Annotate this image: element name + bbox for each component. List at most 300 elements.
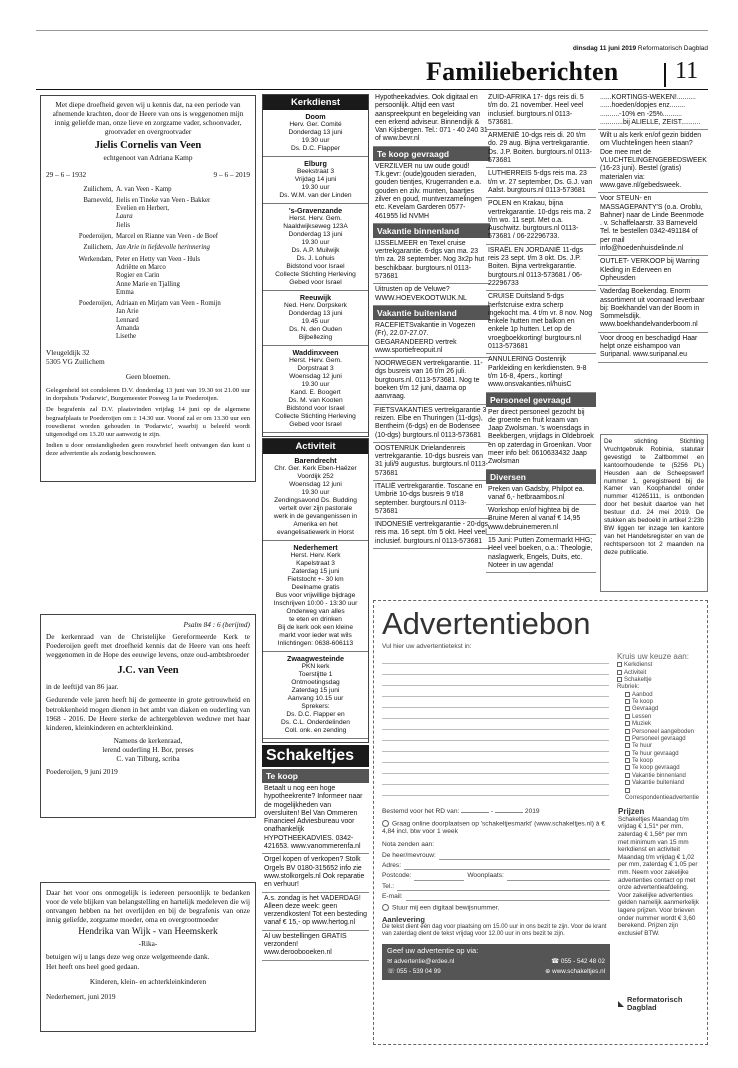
service-line: 19.30 uur xyxy=(301,184,330,191)
invoice-field-row[interactable] xyxy=(382,862,610,870)
choice-label: Schakeltje xyxy=(623,677,652,684)
service-line: Donderdag 13 juni xyxy=(288,310,343,317)
service-line: Herst. Herv. Gem. xyxy=(289,215,342,222)
gevraagd-header: Te koop gevraagd xyxy=(373,147,490,161)
family-place: Barneveld, xyxy=(83,196,113,204)
masthead-rule xyxy=(36,89,708,90)
deceased-name-3: Hendrika van Wijk - van Heemskerk xyxy=(78,927,218,938)
signature-line-2: lerend ouderling H. Bor, preses xyxy=(102,744,194,754)
service-line: Herst. Herv. Kerk xyxy=(290,552,341,559)
service-text: Gedurende vele jaren heeft hij de gemeente in grote getrouwheid en betrokkenheid mogen dienen in het ambt van diaken en ouderling van 1968 - 2016. De Heere sterke de achtergebleven weduwe met haar kinderen, kleinkinderen en achterkleinkind. xyxy=(46,695,250,732)
service-line: Zaterdag 15 juni xyxy=(291,687,340,694)
choice-option[interactable] xyxy=(617,736,699,743)
choice-label: Personeel aangeboden xyxy=(631,728,694,735)
classified-ad: POLEN en Krakau, bijna vertrekgarantie. 10-dgs reis ma. 2 t/m wo. 11 sept. Met o.a. Auschwitz. burgtours.nl 0113-573681 / 06-22296733. xyxy=(486,198,596,244)
family-place: Zuilichem, xyxy=(83,185,113,193)
invoice-field-input[interactable] xyxy=(406,893,610,901)
te-koop-list xyxy=(262,783,369,961)
family-name: Peter en Hetty van Veen - Huls xyxy=(116,255,201,263)
publication-date-row[interactable]: Bestemd voor het RD van: - 2019 xyxy=(382,808,540,816)
text-line[interactable] xyxy=(382,686,609,697)
choice-label: Vakantie buitenland xyxy=(631,780,685,787)
activiteit-list xyxy=(263,454,368,739)
service-line: Chr. Ger. Kerk Eben-Haëzer xyxy=(274,465,357,472)
service-line: vertelt over zijn pastorale xyxy=(278,505,353,512)
service-line: Kapelstraat 3 xyxy=(296,560,335,567)
family-name: Jielis en Tineke van Veen - Bakker xyxy=(116,196,211,204)
condolence-paragraph: Gelegenheid tot condoleren D.V. donderdag 13 juni van 19.30 tot 21.00 uur in dorpshuis 'Podarwic', Burgemeester Posweg 1a te Poederoijen. xyxy=(46,386,250,403)
choice-label: Te huur gevraagd xyxy=(631,750,679,757)
text-line[interactable] xyxy=(382,653,609,664)
invoice-field-label: Tel.: xyxy=(382,882,395,890)
family-row xyxy=(46,300,250,341)
thanks-place-date: Nederhemert, juni 2019 xyxy=(46,991,116,1001)
invoice-field-label: E-mail: xyxy=(382,892,403,900)
bon-body xyxy=(382,653,699,802)
aanlevering-header: Aanlevering xyxy=(382,914,425,924)
year-label: 2019 xyxy=(524,808,540,816)
choice-checkbox[interactable] xyxy=(625,692,630,697)
service-line: Ds. W.M. van der Linden xyxy=(279,192,352,199)
choice-checkbox[interactable] xyxy=(625,765,630,770)
service-line: Toerstijtte 1 xyxy=(298,671,333,678)
invoice-field-input[interactable] xyxy=(439,852,610,860)
buitenland-header: Vakantie buitenland xyxy=(373,306,490,320)
diversen-header: Diversen xyxy=(486,470,596,484)
family-names xyxy=(116,244,250,252)
invoice-field-input[interactable] xyxy=(404,862,610,870)
service-line: PKN kerk xyxy=(301,663,330,670)
text-lines[interactable] xyxy=(382,653,609,802)
advertentiebon-form xyxy=(373,600,708,1045)
text-line[interactable] xyxy=(382,752,609,763)
family-name: Evelien en Herbert, xyxy=(116,205,170,213)
text-line-area[interactable] xyxy=(382,653,609,796)
service-line: werk in de gevangenissen in xyxy=(273,513,358,520)
choice-list xyxy=(617,662,699,802)
contact-row-1 xyxy=(387,958,605,966)
service-line: Donderdag 13 juni xyxy=(288,129,343,136)
phone-text-2: 055 - 539 04 99 xyxy=(396,968,441,976)
personeel-header: Personeel gevraagd xyxy=(486,393,596,407)
service-line: Ds. A.P. Muilwijk xyxy=(291,247,340,254)
phone-icon: ☎ xyxy=(551,957,560,965)
dateline xyxy=(573,45,708,52)
text-line[interactable] xyxy=(382,675,609,686)
choice-label: Gevraagd xyxy=(631,706,659,713)
family-name: Adriaan en Mirjam van Veen - Romijn xyxy=(116,300,221,308)
service-line: Ds. D.C. Flapper xyxy=(290,145,341,152)
text-line[interactable] xyxy=(382,774,609,785)
service-line: Herv. Ger. Comité xyxy=(289,121,342,128)
choice-checkbox[interactable] xyxy=(625,758,630,763)
choice-checkbox[interactable] xyxy=(625,706,630,711)
invoice-field-row[interactable] xyxy=(382,883,610,891)
service-line: Inlichtingen: 0638-606113 xyxy=(277,640,354,647)
hypotheek-ad: Hypotheekadvies. Ook digitaal en persoonlijk. Altijd een vast aanspreekpunt en begeleiding van een erkend adviseur. Binnendijk & Van Kijsbergen. Tel.: 071 - 40 240 31 of www.bevr.nl xyxy=(373,92,490,147)
classified-ad: ISRAËL EN JORDANIË 11-dgs reis 23 sept. t/m 3 okt. Ds. J.P. Boiten. Bijna vertrekgarantie. burgtours.nl 0113-573681 / 06-22296733 xyxy=(486,245,596,291)
text-line[interactable] xyxy=(382,741,609,752)
kerkdienst-panel xyxy=(262,94,369,437)
city-label: Woonplaats: xyxy=(467,872,504,880)
signature xyxy=(46,736,250,763)
family-name: Jan Arie xyxy=(116,308,139,316)
invoice-field-label: De heer/mevrouw: xyxy=(382,851,436,859)
death-date: 9 – 6 – 2019 xyxy=(213,170,250,180)
choice-checkbox[interactable] xyxy=(625,751,630,756)
choice-option[interactable] xyxy=(617,758,699,765)
family-name: Adriëtte en Marco xyxy=(116,263,166,271)
choice-checkbox[interactable] xyxy=(617,677,622,682)
age-line: in de leeftijd van 86 jaar. xyxy=(46,682,119,692)
email-text: advertentie@erdee.nl xyxy=(394,957,455,965)
text-line[interactable] xyxy=(382,730,609,741)
service-line: 19.30 uur xyxy=(301,489,330,496)
globe-icon: ⊕ xyxy=(545,968,551,976)
choice-option[interactable] xyxy=(617,706,699,713)
choice-label: Te koop xyxy=(631,758,653,765)
classified-ad: Voor droog en beschadigd Haar helpt onze eishampoo van Suripanal. www.suripanal.eu xyxy=(598,333,708,363)
choice-option[interactable] xyxy=(617,714,699,721)
web-text: www.schakeltjes.nl xyxy=(552,968,605,976)
text-line[interactable] xyxy=(382,785,609,796)
family-name: Amanda xyxy=(116,325,140,333)
service-line: 19.45 uur xyxy=(301,318,330,325)
invoice-field-row[interactable] xyxy=(382,893,610,901)
address xyxy=(46,348,250,366)
invoice-field-input[interactable] xyxy=(397,883,610,891)
service-line: Beekstraat 3 xyxy=(296,168,335,175)
order-details xyxy=(382,808,610,979)
contact-web[interactable] xyxy=(545,968,605,976)
proof-option-label: Stuur mij een digitaal bewijsnummer. xyxy=(392,904,500,912)
family-name: Lisethe xyxy=(116,333,137,341)
rd-logo-icon xyxy=(618,1001,624,1007)
deceased-name-2: J.C. van Veen xyxy=(117,665,179,677)
service-line: 19.30 uur xyxy=(301,137,330,144)
postcode-row[interactable] xyxy=(382,872,610,880)
choice-option[interactable] xyxy=(617,721,699,728)
choice-label: Te koop xyxy=(631,699,653,706)
thanks-intro: Daar het voor ons onmogelijk is iedereen persoonlijk te bedanken voor de vele blijken van belangstelling en hartelijk medeleven die wij ontvangen hebben na het overlijden en bij de begrafenis van onze innig geliefde, zorgzame moeder, oma en overgrootmoeder xyxy=(46,888,250,925)
address-line-1: Vleugeldijk 32 xyxy=(46,347,90,357)
city-input[interactable] xyxy=(507,872,610,880)
choice-option[interactable] xyxy=(617,677,699,684)
classified-ad: Preken van Gadsby, Philpot ea. vanaf 6,- hetbraambos.nl xyxy=(486,484,596,506)
service-line: Bidstond voor Israel xyxy=(286,263,345,270)
classified-ad: Voor STEUN- en MASSAGEPANTY'S (o.a. Oroblu, Bahner) naar de Linde Beenmode . v. Schaffelaarstr. 33 Barneveld Tel. te bestellen 0342-491184 of per mail info@hoedenhuisdelinde.nl xyxy=(598,193,708,256)
choice-label: Aanbod xyxy=(631,691,653,698)
choice-option[interactable] xyxy=(617,751,699,758)
service-line: te eten en drinken xyxy=(289,616,342,623)
family-place: Zuilichem, xyxy=(83,244,113,252)
choice-label: Vakantie binnenland xyxy=(631,772,686,779)
kerkdienst-header: Kerkdienst xyxy=(263,95,368,110)
classified-ad: 15 Juni: Putten Zomermarkt HHG; Heel veel boeken, o.a.: Theologie, naslagwerk, Engels, Duits, etc. Noteer in uw agenda! xyxy=(486,535,596,573)
prijzen-text: Schakeltjes Maandag t/m vrijdag € 1,51* per mm, zaterdag € 1,56* per mm met minimum van 15 mm kerkdienst en activiteit Maandag t/m vrijdag € 1,02 per mm, zaterdag € 1,05 per mm. Neem voor zakelijke advertenties contact op met onze advertentieafdeling. Voor zakelijke advertenties gelden namelijk aanmerkelijk lagere prijzen. Voor brieven onder nummer wordt € 3,60 berekend. Prijzen zijn exclusief BTW. xyxy=(618,815,699,937)
text-line[interactable] xyxy=(382,763,609,774)
classified-ad: Per direct personeel gezocht bij de groente en fruit kraam van Jaap Zwolsman. 's woensdags in Beekbergen, vrijdags in Oldebroek en op zaterdag in Groenkan. Voor meer info bel: 0610633432 Jaap Zwolsman xyxy=(486,407,596,470)
service-line: Vrijdag 14 juni xyxy=(294,176,337,183)
day-field[interactable] xyxy=(461,812,489,813)
choice-label: Correspondentieadvertentie xyxy=(624,794,699,801)
publication-date-label: Bestemd voor het RD van: xyxy=(382,808,460,816)
choice-checkbox[interactable] xyxy=(617,670,622,675)
choice-option[interactable] xyxy=(617,780,699,787)
signature-line-3: C. van Tilburg, scriba xyxy=(116,754,180,764)
invoice-header: Nota zenden aan: xyxy=(382,841,435,849)
contact-phone-1[interactable] xyxy=(551,958,605,966)
family-name: Lennard xyxy=(116,316,139,324)
choice-checkbox[interactable] xyxy=(625,743,630,748)
spouse-line: echtgenoot van Adriana Kamp xyxy=(103,153,193,163)
gevraagd-list xyxy=(373,161,490,224)
text-line[interactable] xyxy=(382,697,609,708)
classified-ad: Orgel kopen of verkopen? Stolk Orgels BV 0180-315652 info zie www.stolkorgels.nl Ook reparatie en verhuur! xyxy=(262,854,369,892)
service-place: Zwaagwesteinde xyxy=(286,654,345,663)
family-name: Anne Marie en Tjalling xyxy=(116,280,180,288)
family-name: A. van Veen - Kamp xyxy=(116,185,172,193)
family-place: Poederoijen, xyxy=(78,233,113,241)
service-line: Ds. M. van Kooten xyxy=(288,397,343,404)
service-line: Ontmoetingsdag xyxy=(291,679,340,686)
service-line: Gebed voor Israel xyxy=(289,279,342,286)
classified-ad: OUTLET- VERKOOP bij Warring Kleding in Ederveen en Opheusden xyxy=(598,256,708,286)
service-line: Sprekers: xyxy=(301,703,330,710)
online-option[interactable] xyxy=(382,820,610,837)
choice-label: Lessen xyxy=(631,713,652,720)
service-place: Elburg xyxy=(304,159,327,168)
address-line-2: 5305 VG Zuilichem xyxy=(46,356,105,366)
choice-checkbox[interactable] xyxy=(625,721,630,726)
classified-ad: LUTHERREIS 5-dgs reis ma. 23 t/m vr. 27 september, Ds. G.J. van Aalst. burgtours.nl 0113-573681 xyxy=(486,168,596,198)
choice-box xyxy=(609,653,699,802)
psalm-reference: Psalm 84 : 6 (berijmd) xyxy=(183,620,250,629)
fill-instruction: Vul hier uw advertentietekst in: xyxy=(382,643,472,650)
service-place: Waddinxveen xyxy=(292,348,339,357)
choice-option[interactable] xyxy=(617,670,699,677)
flowers-note: Geen bloemen. xyxy=(125,371,171,381)
choice-checkbox[interactable] xyxy=(625,714,630,719)
contact-panel xyxy=(382,944,610,980)
nickname: -Rika- xyxy=(138,939,158,949)
choice-option[interactable] xyxy=(617,765,699,772)
bon-title: Advertentiebon xyxy=(382,606,591,641)
aanlevering-text: De tekst dient één dag voor plaatsing om 15.00 uur in ons bezit te zijn. Voor de krant van zaterdag dient de tekst vrijdag voor 12.00 uur in ons bezit te zijn. xyxy=(382,924,607,938)
family-names xyxy=(116,197,250,230)
choice-checkbox[interactable] xyxy=(625,780,630,785)
schakeltjes-column-3 xyxy=(486,92,596,592)
choice-checkbox[interactable] xyxy=(617,662,622,667)
stichting-notice: De stichting Stichting Vruchtgebruik Robinia, statutair gevestigd te Zaltbommel en kantoorhoudende te (5256 PL) Heusden aan de Scheepswerf nummer 1, geregistreerd bij de Kamer van Koophandel onder nummer 41265111, is ontbonden door het besluit daartoe van het bestuur d.d. 24 mei 2019. De stukken als bedoeld in artikel 2:23b BW liggen ter inzage ten kantore van het Handelsregister en van de rechtspersoon tot 2 maanden na deze publicatie. xyxy=(600,434,708,592)
service-line: Woensdag 12 juni xyxy=(289,481,342,488)
online-option-label: Graag online doorplaatsen op 'schakeltjesmarkt' (www.schakeltjes.nl) à € 4,84 incl. btw voor 1 week xyxy=(382,819,605,836)
contact-email[interactable] xyxy=(387,958,454,966)
kerkenraad-intro: De kerkenraad van de Christelijke Gereformeerde Kerk te Poederoijen geeft met droefheid kennis dat de Heere van ons heeft weggenomen in de Hope des eeuwige levens, onze oud-ambtsbroeder xyxy=(46,632,250,660)
family-place: Werkendam, xyxy=(78,255,113,263)
service-line: Collecte Stichting Herleving xyxy=(275,271,356,278)
funeral-paragraph: De begrafenis zal D.V. plaatsvinden vrijdag 14 juni op de algemene begraafplaats te Poederoijen om ± 14.30 uur. Vooraf zal er om 13.30 uur een rouwdienst worden gehouden in 'Podarwic', waarbij u beleefd wordt uitgenodigd om 13.20 uur aanwezig te zijn. xyxy=(46,406,250,438)
service-line: Bus voor vrijwillige bijdrage xyxy=(275,592,356,599)
prijzen-header: Prijzen xyxy=(618,807,645,817)
choice-label: Muziek xyxy=(631,721,651,728)
proof-option[interactable] xyxy=(382,904,610,913)
invoice-fields xyxy=(382,852,610,901)
classified-ad: NOORWEGEN vertrekgarantie. 11-dgs busreis van 16 t/m 26 juli. burgtours.nl. 0113-573681. Nog te boeken t/m 12 juni, daarna op aanvraag. xyxy=(373,358,490,404)
bon-lower xyxy=(382,807,699,1012)
service-place: Doom xyxy=(305,112,326,121)
notice-paragraph: Indien u door omstandigheden geen rouwbrief heeft ontvangen dan kunt u deze advertentie als zodanig beschouwen. xyxy=(46,442,250,458)
classified-ad: A.s. zondag is het VADERDAG! Alleen deze week: geen verzendkosten! Tot een besteding vanaf € 15,- op www.hertog.nl xyxy=(262,893,369,931)
choice-checkbox[interactable] xyxy=(625,736,630,741)
service-line: Kand. E. Boogert xyxy=(290,389,341,396)
schakeltjes-column-4 xyxy=(598,92,708,432)
family-name: Jielis xyxy=(116,221,130,229)
service-line: Ds. D.C. Flapper en xyxy=(286,711,345,718)
family-name: Rogier en Carin xyxy=(116,272,160,280)
classified-ad: RACEFIETSvakantie in Vogezen (Fr), 22.07-27.07. GEGARANDEERD vertrek www.sportiefreopuit.nl xyxy=(373,320,490,358)
family-name: Laura xyxy=(116,213,133,221)
activiteit-panel xyxy=(262,438,369,743)
online-radio[interactable] xyxy=(382,820,389,827)
classified-ad: ARMENIË 10-dgs reis di. 20 t/m do. 29 aug. Bijna vertrekgarantie. Ds. J.P. Boiten. burgtours.nl 0113-573681 xyxy=(486,130,596,168)
choice-option[interactable] xyxy=(617,743,699,750)
choice-checkbox[interactable] xyxy=(625,729,630,734)
fax-icon: ☏ xyxy=(387,968,395,976)
buitenland-list xyxy=(373,320,490,549)
service-place: Barendrecht xyxy=(294,456,337,465)
service-line: Onderweg van alles xyxy=(286,608,345,615)
masthead-divider xyxy=(664,63,666,87)
service-block xyxy=(263,110,368,157)
family-name: Marcel en Rianne van Veen - de Boef xyxy=(116,233,218,241)
classified-ad: Betaalt u nog een hoge hypotheekrente? Informeer naar de mogelijkheden van oversluiten! Bel Van Ommeren Financieel Adviesbureau voor onafhankelijk HYPOTHEEKADVIES. 0342-421653. www.vanommerenfa.nl xyxy=(262,783,369,854)
classified-ad: Al uw bestellingen GRATIS verzonden! www.deroobooeken.nl xyxy=(262,931,369,961)
text-line[interactable] xyxy=(382,719,609,730)
classified-ad: Wilt u als kerk en/of gezin bidden om Vluchtelingen heen staan? Doe mee met de VLUCHTELINGENGEBEDSWEEK (16-23 juni). Bestel (gratis) materialen via: www.gave.nl/gebedsweek. xyxy=(598,130,708,193)
choice-label: Personeel gevraagd xyxy=(631,736,686,743)
family-row xyxy=(46,186,250,194)
service-line: Zendingsavond Ds. Budding xyxy=(274,497,357,504)
classified-ad: OOSTENRIJK Drielandenreis vertrekgarantie. 10-dgs busreis van 31 juli/9 augustus. burgtours.nl 0113-573681 xyxy=(373,443,490,481)
classified-ad: CRUISE Duitsland 5-dgs herfstcruise extra scherp ingekocht ma. 4 t/m vr. 8 nov. Nog enkele hutten met balkon en enkele 1p hutten. Let op de vroegboekkorting! burgtours.nl 0113-573681 xyxy=(486,291,596,354)
choice-option[interactable] xyxy=(617,699,699,706)
classified-ad: Vaderdag Boekendag. Enorm assortiment uit voorraad leverbaar bij: Boekhandel van der Boom in Sommelsdijk. www.boekhandelvanderboom.nl xyxy=(598,286,708,332)
choice-option[interactable] xyxy=(617,692,699,699)
reis-list xyxy=(486,92,596,393)
signature-line-1: Namens de kerkenraad, xyxy=(113,735,183,745)
choice-label: Te koop gevraagd xyxy=(631,765,680,772)
family-list xyxy=(46,186,250,342)
activiteit-header: Activiteit xyxy=(263,439,368,454)
te-koop-header: Te koop xyxy=(262,769,369,783)
family-names xyxy=(116,300,250,341)
top-rule xyxy=(36,30,708,31)
birth-date: 29 – 6 – 1932 xyxy=(46,170,87,180)
family-row xyxy=(46,233,250,241)
service-block xyxy=(263,454,368,541)
service-line: Herst. Herv. Gem. xyxy=(289,357,342,364)
service-line: markt voor ieder wat wils xyxy=(279,632,352,639)
service-line: Fietstocht +- 30 km xyxy=(287,576,344,583)
classified-ad: FIETSVAKANTIES vertrekgarantie 3 reizen. Elbe en Thuringen (11-dgs), Bentheim (6-dgs) en de Bodensee (10-dgs) burgtours.nl 0113-573681 xyxy=(373,405,490,443)
service-line: Bidstond voor Israel xyxy=(286,405,345,412)
binnenland-header: Vakantie binnenland xyxy=(373,224,490,238)
service-line: Ds. C.L. Onderdelinden xyxy=(281,719,350,726)
invoice-field-row[interactable] xyxy=(382,852,610,860)
masthead xyxy=(420,57,710,91)
text-line[interactable] xyxy=(382,664,609,675)
service-block xyxy=(263,157,368,204)
choice-checkbox[interactable] xyxy=(625,699,630,704)
postcode-input[interactable] xyxy=(414,872,464,880)
contact-row-2 xyxy=(387,968,605,976)
contact-phone-2[interactable] xyxy=(387,968,441,976)
proof-radio[interactable] xyxy=(382,904,389,911)
service-line: Zaterdag 15 juni xyxy=(291,568,340,575)
classified-ad: ANNULERING Oostenrijk Parkleiding en kerkdiensten. 9-8 t/m 16-8, 4pers., korting! www.onsvakanties.nl/huisC xyxy=(486,354,596,392)
service-block xyxy=(263,652,368,739)
schakeltjes-header: Schakeltjes xyxy=(262,745,369,767)
classified-ad: VERZILVER nu uw oude goud! T.k.gevr: (oude)gouden sieraden, gouden tientjes, Krugerranden e.a. gouden en zilv. munten, baartjes zilver en goud, muntverzamelingen etc. Kevelam Garderen 0577-461955 lid NVMH xyxy=(373,161,490,224)
rd-logo-text: Reformatorisch Dagblad xyxy=(627,995,683,1012)
service-line: Donderdag 13 juni xyxy=(288,231,343,238)
service-line: 19.30 uur xyxy=(301,239,330,246)
family-row xyxy=(46,256,250,297)
service-line: Dorpstraat 3 xyxy=(297,365,334,372)
service-line: Bij de kerk ook een kleine xyxy=(277,624,354,631)
family-names xyxy=(116,186,250,194)
life-dates xyxy=(46,170,250,179)
diversen-list-2 xyxy=(598,92,708,363)
service-line: Amerika en het xyxy=(293,521,338,528)
classified-ad: Uitrusten op de Veluwe? WWW.HOEVEKOOTWIJK.NL xyxy=(373,284,490,306)
service-line: Woensdag 12 juni xyxy=(289,373,342,380)
service-line: 19.30 uur xyxy=(301,381,330,388)
phone-text-1: 055 - 542 48 02 xyxy=(560,957,605,965)
classified-ad: INDONESIË vertrekgarantie - 20-dgs reis ma. 16 sept. t/m 5 okt. Heel veel inclusief. burgtours.nl 0113-573681 xyxy=(373,519,490,549)
service-block xyxy=(263,541,368,652)
choice-checkbox[interactable] xyxy=(625,773,630,778)
service-line: Inschrijven 10:00 - 13:30 uur xyxy=(273,600,358,607)
choice-option[interactable] xyxy=(617,773,699,780)
classified-ad: Workshop en/of hightea bij de Bruine Meren al vanaf € 14,95 www.debruinemeren.nl xyxy=(486,505,596,535)
classified-ad: ITALIË vertrekgarantie. Toscane en Umbrië 10-dgs busreis 9 t/18 september. burgtours.nl 0113-573681 xyxy=(373,481,490,519)
personeel-list xyxy=(486,407,596,470)
choice-label: Kerkdienst xyxy=(623,662,653,669)
service-line: Naaldwijkseweg 123A xyxy=(283,223,348,230)
month-field[interactable] xyxy=(495,812,523,813)
paper-name: Reformatorisch Dagblad xyxy=(637,45,708,52)
choice-label: Activiteit xyxy=(623,669,647,676)
classified-ad: ......KORTINGS-WEKEN!.......... ......hoeden/dopjes enz........ ..........-10% en -25%.......... ............bij ALIELLE, ZEIST.......... xyxy=(598,92,708,130)
postcode-label: Postcode: xyxy=(382,872,412,880)
service-line: Ds. N. den Ouden xyxy=(289,326,342,333)
text-line[interactable] xyxy=(382,708,609,719)
choice-option[interactable] xyxy=(617,684,699,691)
service-place: Nederhemert xyxy=(293,543,338,552)
diversen-list xyxy=(486,484,596,574)
family-name: Jan Arie in liefdevolle herinnering xyxy=(116,244,210,252)
service-line: Ned. Herv. Dorpskerk xyxy=(284,302,347,309)
choice-checkbox[interactable] xyxy=(625,788,630,793)
choice-option[interactable] xyxy=(617,729,699,736)
choice-option[interactable] xyxy=(617,662,699,669)
choice-label: Te huur xyxy=(631,743,652,750)
service-line: Aanvang 10.15 uur xyxy=(287,695,344,702)
choice-option[interactable] xyxy=(617,788,699,803)
service-block xyxy=(263,346,368,433)
